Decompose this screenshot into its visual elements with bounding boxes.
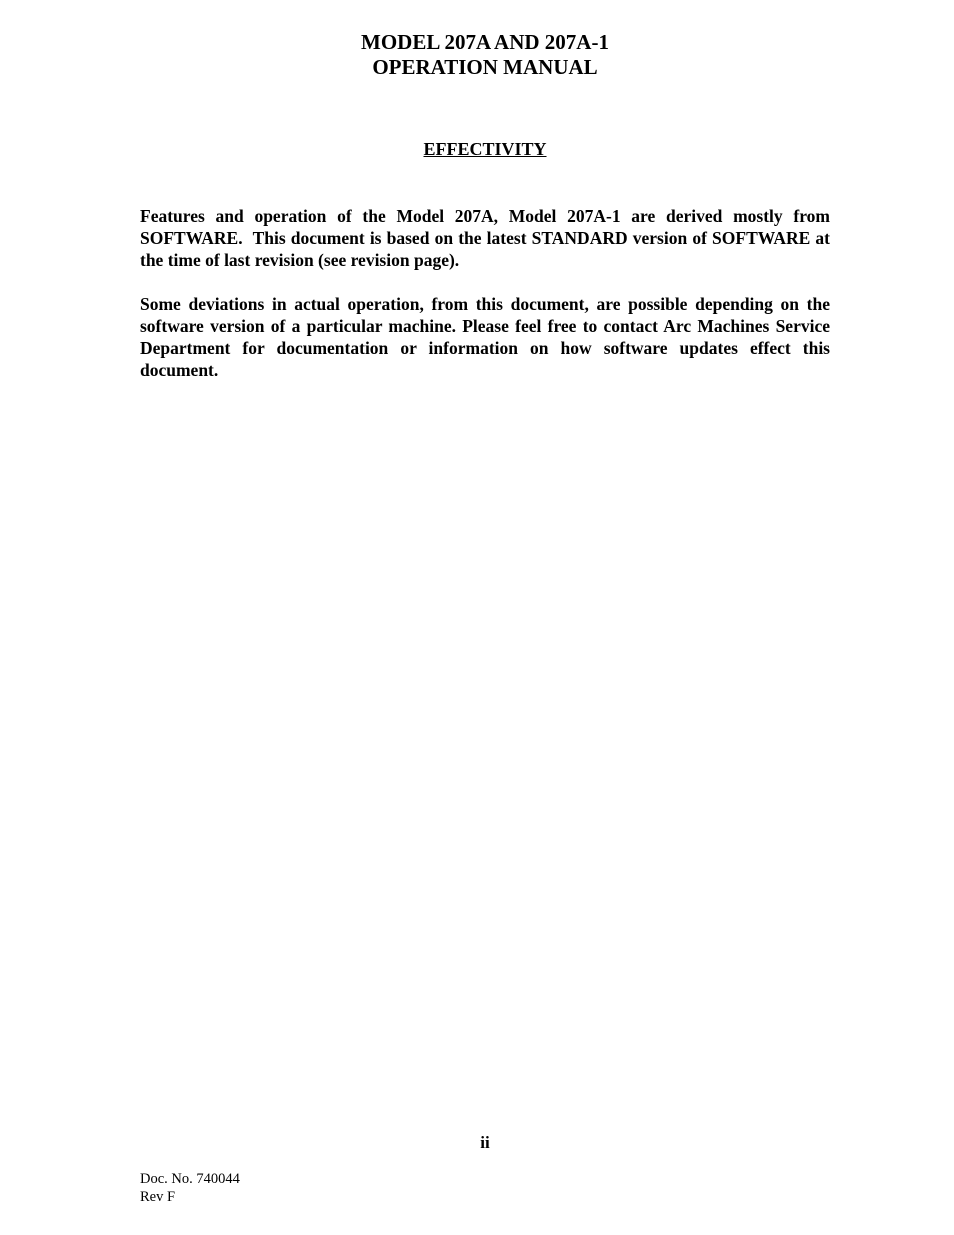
- header-title-line-2: OPERATION MANUAL: [372, 55, 598, 79]
- effectivity-paragraph-2: Some deviations in actual operation, from this document, are possible depending on the software version of a particular machine. Please feel free to contact Arc Machines Service Department for documentation or information on how software updates effect this document.: [140, 294, 830, 380]
- effectivity-paragraph-1: Features and operation of the Model 207A, Model 207A-1 are derived mostly from SOFTWARE. This document is based on the latest STANDARD version of SOFTWARE at the time of last revision (see revision page).: [140, 206, 835, 270]
- doc-number: Doc. No. 740044: [140, 1171, 240, 1187]
- section-title: EFFECTIVITY: [423, 139, 547, 159]
- document-footer: [140, 1170, 240, 1206]
- header-title-line-1: MODEL 207A AND 207A-1: [361, 30, 609, 54]
- revision: Rev F: [140, 1189, 176, 1205]
- page-number: ii: [480, 1133, 490, 1152]
- document-header: [0, 30, 954, 80]
